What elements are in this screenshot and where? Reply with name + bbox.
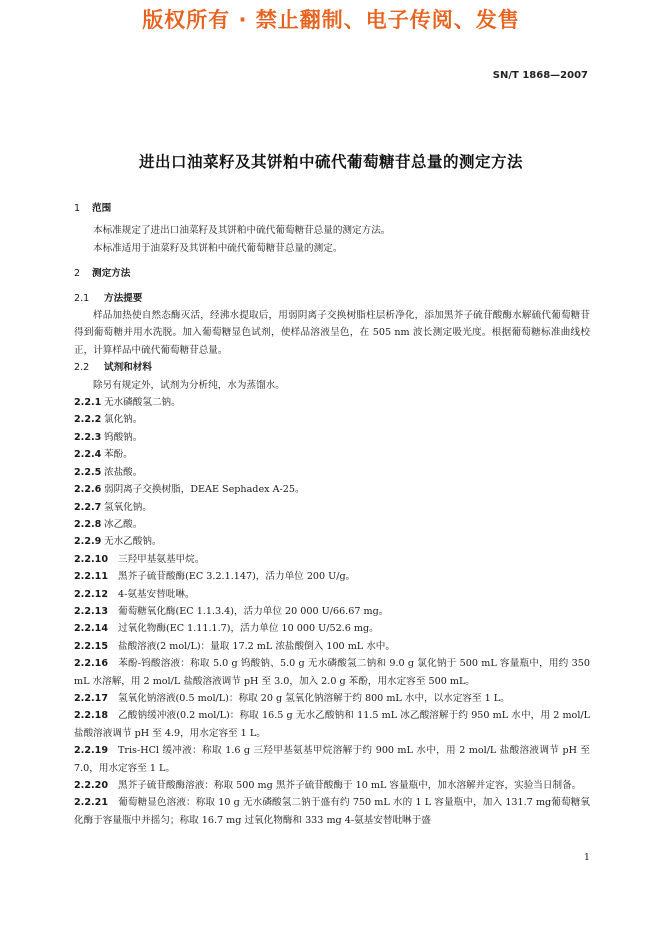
reagent-item-text: 黑芥子硫苷酸酶溶液：称取 500 mg 黑芥子硫苷酸酶于 10 mL 容量瓶中，加水溶解并定容，实验当日制备。: [118, 780, 582, 791]
reagent-item-number: 2.2.1: [74, 397, 102, 409]
reagent-item-number: 2.2.12: [74, 588, 108, 600]
reagent-item-text: 黑芥子硫苷酸酶(EC 3.2.1.147)，活力单位 200 U/g。: [118, 571, 356, 583]
subsection-2-1-heading: [74, 290, 590, 307]
reagent-item-number: 2.2.9: [74, 536, 102, 548]
reagent-item: [74, 499, 590, 516]
standard-code: SN/T 1868—2007: [492, 70, 588, 81]
reagent-item-number: 2.2.15: [74, 640, 108, 652]
reagent-item-text: 4-氨基安替吡啉。: [118, 588, 195, 600]
reagent-item-text: 乙酸钠缓冲液(0.2 mol/L)：称取 16.5 g 无水乙酸钠和 11.5 mL 冰乙酸溶解于约 950 mL 水中，用 2 mol/L 盐酸溶液调节 pH 至 4.9，用水定容至 1 L。: [74, 710, 590, 739]
reagent-item-number: 2.2.14: [74, 623, 108, 635]
reagent-item: [74, 429, 590, 446]
reagent-item-text: 盐酸溶液(2 mol/L)：量取 17.2 mL 浓盐酸倒入 100 mL 水中。: [118, 640, 395, 652]
document-title: 进出口油菜籽及其饼粕中硫代葡萄糖苷总量的测定方法: [138, 153, 523, 171]
reagent-item: [74, 568, 590, 585]
reagent-item-text: 弱阴离子交换树脂，DEAE Sephadex A-25。: [104, 484, 305, 496]
subsection-title: 试剂和材料: [104, 362, 152, 374]
document-body: [74, 200, 590, 829]
reagent-item: [74, 464, 590, 481]
reagent-item-text: 无水乙酸钠。: [104, 536, 162, 548]
reagent-item: [74, 742, 590, 777]
section-1-heading: [74, 200, 590, 217]
reagent-item: [74, 551, 590, 568]
reagent-item: [74, 620, 590, 637]
section-title: 范围: [92, 203, 112, 214]
reagent-item: [74, 446, 590, 463]
reagent-item: [74, 655, 590, 690]
reagent-item-number: 2.2.3: [74, 431, 102, 443]
reagents-intro: 除另有规定外，试剂为分析纯，水为蒸馏水。: [93, 379, 285, 391]
reagent-list: [74, 394, 590, 829]
reagent-item-number: 2.2.4: [74, 449, 102, 461]
subsection-number: 2.1: [74, 292, 90, 304]
reagent-item-number: 2.2.6: [74, 484, 102, 496]
method-summary-paragraph: 样品加热使自然态酶灭活，经沸水提取后，用弱阴离子交换树脂柱层析净化，添加黑芥子硫苷酸酶水解硫代葡萄糖苷得到葡萄糖并用水洗脱。加入葡萄糖显色试剂，使样品溶液呈色，在 505 nm 波长测定吸光度。根据葡萄糖标准曲线校正，计算样品中硫代葡萄糖苷总量。: [74, 310, 590, 356]
section-number: 1: [74, 203, 81, 214]
reagent-item-number: 2.2.2: [74, 414, 102, 426]
reagent-item: [74, 777, 590, 794]
reagent-item-text: 氢氧化钠溶液(0.5 mol/L)：称取 20 g 氢氧化钠溶解于约 800 mL 水中，以水定容至 1 L。: [118, 692, 510, 704]
reagent-item: [74, 638, 590, 655]
reagent-item-number: 2.2.19: [74, 745, 108, 757]
reagent-item-text: 钨酸钠。: [104, 431, 143, 443]
reagent-item-number: 2.2.8: [74, 518, 102, 530]
reagent-item: [74, 533, 590, 550]
reagent-item-text: 葡萄糖氧化酶(EC 1.1.3.4)，活力单位 20 000 U/66.67 mg。: [118, 605, 389, 617]
reagent-item: [74, 794, 590, 829]
reagent-item: [74, 516, 590, 533]
reagent-item: [74, 481, 590, 498]
reagent-item-text: 苯酚-钨酸溶液：称取 5.0 g 钨酸钠、5.0 g 无水磷酸氢二钠和 9.0 g 氯化钠于 500 mL 容量瓶中，用约 350 mL 水溶解，用 2 mol/L 盐酸溶液调节 pH 至 3.0，加入 2.0 g 苯酚，用水定容至 500 mL。: [74, 658, 590, 687]
reagent-item-number: 2.2.16: [74, 658, 108, 670]
reagent-item-text: 氯化钠。: [104, 414, 143, 426]
subsection-2-2-heading: [74, 359, 590, 376]
reagent-item: [74, 603, 590, 620]
reagent-item-text: Tris-HCl 缓冲液：称取 1.6 g 三羟甲基氨基甲烷溶解于约 900 mL 水中，用 2 mol/L 盐酸溶液调节 pH 至 7.0，用水定容至 1 L。: [74, 745, 590, 774]
reagent-item: [74, 411, 590, 428]
copyright-watermark: 版权所有 · 禁止翻制、电子传阅、发售: [142, 8, 520, 32]
reagent-item-number: 2.2.17: [74, 692, 108, 704]
reagent-item-number: 2.2.18: [74, 710, 108, 722]
reagent-item-text: 过氧化物酶(EC 1.11.1.7)，活力单位 10 000 U/52.6 mg。: [118, 623, 379, 635]
reagent-item: [74, 394, 590, 411]
reagent-item-number: 2.2.10: [74, 553, 108, 565]
reagent-item-text: 葡萄糖显色溶液：称取 10 g 无水磷酸氢二钠于盛有约 750 mL 水的 1 L 容量瓶中，加入 131.7 mg葡萄糖氧化酶于容量瓶中并摇匀；称取 16.7 mg 过氧化物酶和 333 mg 4-氨基安替吡啉于盛: [74, 797, 590, 826]
reagent-item-text: 三羟甲基氨基甲烷。: [118, 553, 205, 565]
reagent-item: [74, 690, 590, 707]
page-number: 1: [583, 852, 590, 863]
reagent-item-text: 苯酚。: [104, 449, 133, 461]
section-2-heading: [74, 265, 590, 282]
reagent-item-number: 2.2.20: [74, 780, 108, 791]
subsection-number: 2.2: [74, 362, 90, 374]
reagent-item-text: 浓盐酸。: [104, 466, 143, 478]
reagent-item: [74, 586, 590, 603]
subsection-title: 方法提要: [104, 292, 143, 304]
reagent-item-number: 2.2.11: [74, 571, 108, 583]
section-number: 2: [74, 268, 81, 280]
reagent-item: [74, 707, 590, 742]
reagent-item-number: 2.2.7: [74, 501, 102, 513]
scope-paragraph-1: 本标准规定了进出口油菜籽及其饼粕中硫代葡萄糖苷总量的测定方法。: [93, 225, 391, 237]
reagent-item-text: 氢氧化钠。: [104, 501, 152, 513]
reagent-item-text: 冰乙酸。: [104, 518, 143, 530]
reagent-item-number: 2.2.21: [74, 797, 108, 809]
section-title: 测定方法: [92, 268, 131, 280]
scope-paragraph-2: 本标准适用于油菜籽及其饼粕中硫代葡萄糖苷总量的测定。: [93, 242, 343, 254]
reagent-item-number: 2.2.5: [74, 466, 102, 478]
reagent-item-number: 2.2.13: [74, 605, 108, 617]
reagent-item-text: 无水磷酸氢二钠。: [104, 397, 181, 409]
